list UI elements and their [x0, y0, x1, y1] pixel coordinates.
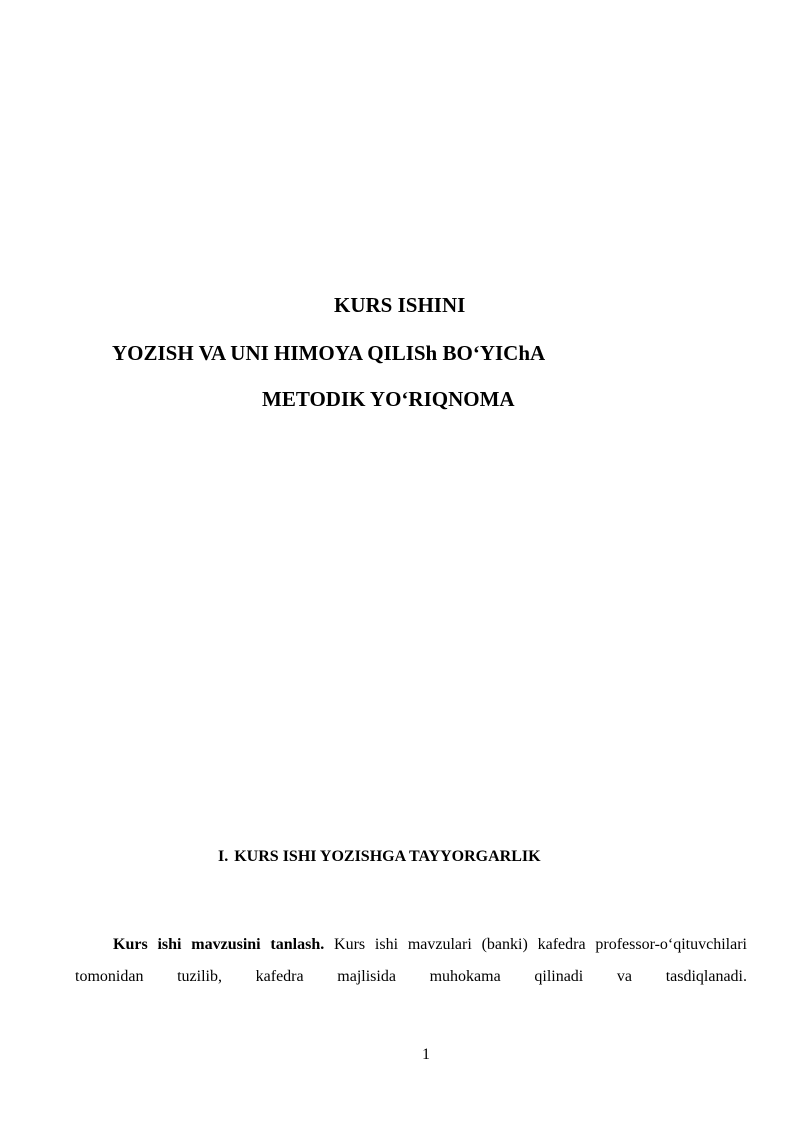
section-number: I. [218, 848, 229, 865]
section-title: KURS ISHI YOZISHGA TAYYORGARLIK [234, 848, 541, 865]
document-title-line-3: METODIK YO‘RIQNOMA [262, 387, 515, 411]
page-number: 1 [422, 1046, 430, 1063]
section-heading [218, 849, 541, 865]
document-title-line-1: KURS ISHINI [334, 293, 466, 317]
paragraph-lead: Kurs ishi mavzusini tanlash. [113, 936, 325, 953]
paragraph-text: Kurs ishi mavzulari (banki) kafedra professor-o‘qituvchilari tomonidan tuzilib, kafedra majlisida muhokama qilinadi va tasdiqlanadi. [75, 936, 747, 985]
body-paragraph [75, 929, 747, 993]
document-title-line-2: YOZISH VA UNI HIMOYA QILISh BO‘YIChA [112, 341, 546, 365]
